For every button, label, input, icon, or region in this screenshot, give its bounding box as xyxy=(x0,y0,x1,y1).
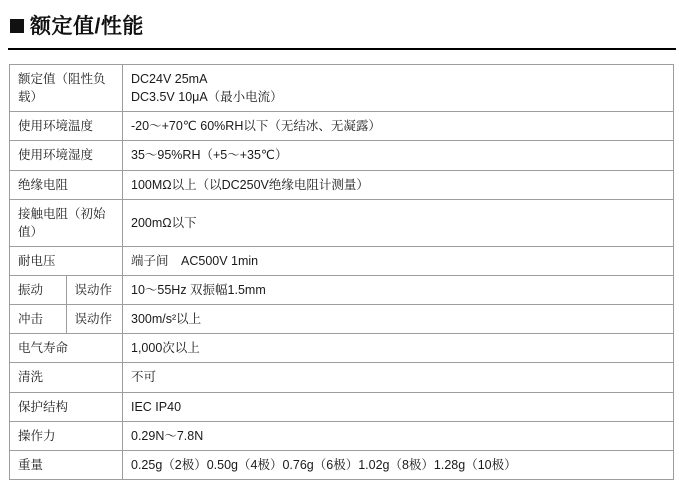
table-row xyxy=(10,112,674,141)
page-title-text: 额定值/性能 xyxy=(30,15,144,38)
row-label: 使用环境温度 xyxy=(10,112,123,141)
row-value-line: 1,000次以上 xyxy=(131,341,200,356)
row-value-line: 300m/s²以上 xyxy=(131,312,202,327)
row-value xyxy=(123,141,674,170)
row-label: 额定值（阻性负载） xyxy=(10,65,123,112)
row-value xyxy=(123,421,674,450)
row-value-line: DC3.5V 10μA（最小电流） xyxy=(131,90,283,105)
table-row xyxy=(10,199,674,246)
table-row xyxy=(10,392,674,421)
table-row xyxy=(10,276,674,305)
row-label: 电气寿命 xyxy=(10,334,123,363)
table-row xyxy=(10,305,674,334)
row-label: 重量 xyxy=(10,450,123,479)
row-value-line: 100MΩ以上（以DC250V绝缘电阻计测量） xyxy=(131,177,369,192)
row-value xyxy=(123,199,674,246)
table-row xyxy=(10,334,674,363)
row-value xyxy=(123,392,674,421)
row-value-line: 10～55Hz 双振幅1.5mm xyxy=(131,283,266,297)
row-value xyxy=(123,334,674,363)
row-value-line: IEC IP40 xyxy=(131,399,182,414)
row-label: 保护结构 xyxy=(10,392,123,421)
row-sublabel: 误动作 xyxy=(66,276,123,305)
row-value xyxy=(123,363,674,392)
row-value xyxy=(123,112,674,141)
row-value-line: 0.25g（2极）0.50g（4极）0.76g（6极）1.02g（8极）1.28g（10极） xyxy=(131,457,517,472)
row-sublabel: 误动作 xyxy=(66,305,123,334)
table-row xyxy=(10,421,674,450)
row-value-line: 200mΩ以下 xyxy=(131,215,197,230)
row-value xyxy=(123,276,674,305)
title-divider xyxy=(8,48,676,50)
row-label: 冲击 xyxy=(10,305,67,334)
page-title xyxy=(6,0,673,44)
table-row xyxy=(10,450,674,479)
row-value-line: DC24V 25mA xyxy=(131,72,208,86)
row-value-line: 端子间 AC500V 1min xyxy=(131,253,259,268)
row-label: 操作力 xyxy=(10,421,123,450)
row-label: 接触电阻（初始值） xyxy=(10,199,123,246)
row-value xyxy=(123,65,674,112)
row-value xyxy=(123,246,674,275)
row-value-line: -20～+70℃ 60%RH以下（无结冰、无凝露） xyxy=(131,119,381,134)
table-body xyxy=(10,65,674,480)
row-value xyxy=(123,170,674,199)
row-label: 绝缘电阻 xyxy=(10,170,123,199)
row-value-line: 0.29N～7.8N xyxy=(131,428,204,443)
black-square-bullet-icon xyxy=(10,19,24,33)
table-row xyxy=(10,170,674,199)
table-row xyxy=(10,246,674,275)
row-value-line: 不可 xyxy=(131,370,157,385)
ratings-performance-table xyxy=(9,64,674,480)
row-value xyxy=(123,305,674,334)
row-label: 清洗 xyxy=(10,363,123,392)
row-value-line: 35～95%RH（+5～+35℃） xyxy=(131,148,288,163)
table-row xyxy=(10,363,674,392)
row-label: 振动 xyxy=(10,276,67,305)
row-label: 使用环境湿度 xyxy=(10,141,123,170)
row-label: 耐电压 xyxy=(10,246,123,275)
table-row xyxy=(10,65,674,112)
table-row xyxy=(10,141,674,170)
row-value xyxy=(123,450,674,479)
